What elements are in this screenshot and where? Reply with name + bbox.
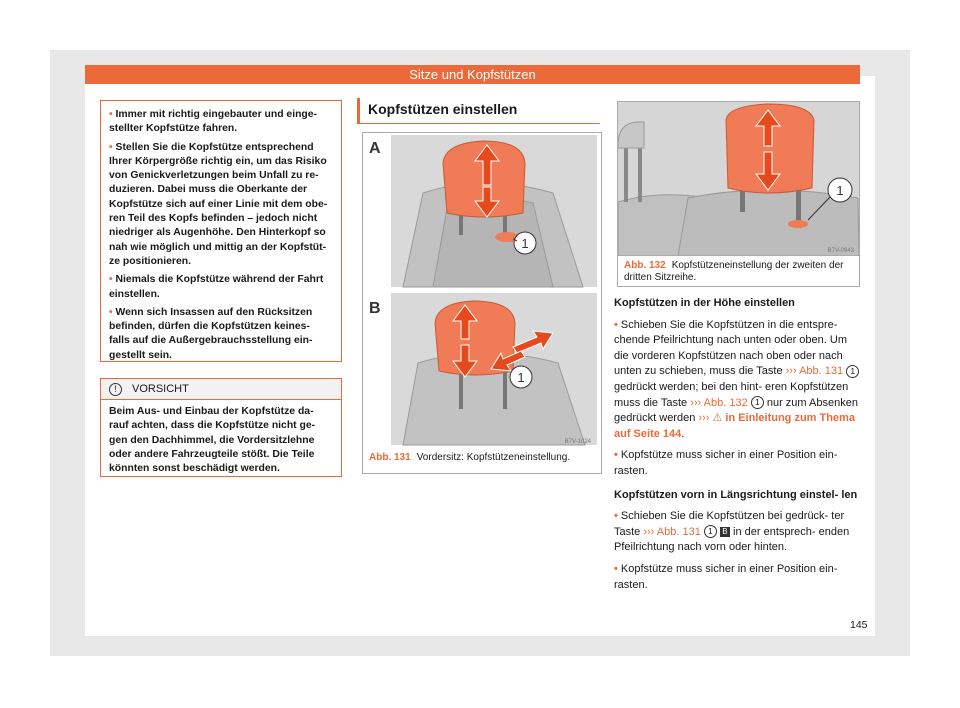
chapter-link[interactable]: in Einleitung zum Thema auf Seite 144 xyxy=(614,412,855,440)
callout-number: 1 xyxy=(751,396,764,409)
warning-item: • Stellen Sie die Kopfstütze entsprechend Ihrer Körpergröße richtig ein, um das Risiko von Genickverletzungen beim Unfall zu re- duzieren. Dabei muss die Oberkante der Kopfstütze sich auf einer Linie mit dem obe- ren Teil des Kopfs befinden – jedoch nicht niedriger als Augenhöhe. Den Hinterkopf so nah wie möglich und mittig an der Kopfstüt- ze positionieren. xyxy=(109,141,328,267)
warning-link[interactable]: ››› ⚠ xyxy=(698,412,723,425)
caption-label: Abb. 131 xyxy=(369,452,411,463)
panel-label-a: A xyxy=(369,140,381,157)
info-icon: ! xyxy=(109,383,122,396)
callout-number: 1 xyxy=(846,365,859,378)
headrest-front-illustration xyxy=(363,133,601,448)
figure-131 xyxy=(362,132,602,474)
caption-text: Kopfstützeneinstellung der zweiten der dritten Sitzreihe. xyxy=(624,260,844,283)
figure-131-caption xyxy=(363,448,601,468)
figure-code-rear: B7V-0943 xyxy=(827,248,854,254)
page-number: 145 xyxy=(850,619,868,631)
figure-132 xyxy=(617,101,860,287)
callout-1-rear: 1 xyxy=(836,183,844,198)
panel-marker: B xyxy=(720,527,730,537)
panel-label-b: B xyxy=(369,300,381,317)
figure-link[interactable]: ››› Abb. 132 xyxy=(690,396,748,409)
page-header: Sitze und Kopfstützen xyxy=(85,65,860,84)
warning-item: • Immer mit richtig eingebauter und einge- stellter Kopfstütze fahren. xyxy=(109,109,318,135)
caution-title: VORSICHT xyxy=(132,383,189,395)
caption-text: Vordersitz: Kopfstützeneinstellung. xyxy=(416,452,571,463)
caption-label: Abb. 132 xyxy=(624,260,666,271)
caution-header xyxy=(101,379,341,400)
right-column-text xyxy=(614,296,862,599)
caution-text: Beim Aus- und Einbau der Kopfstütze da- rauf achten, dass die Kopfstütze nicht ge- gen den Dachhimmel, die Vordersitzlehne oder andere Fahrzeugteile stößt. Die Teile könnten sonst beschädigt werden. xyxy=(109,406,316,475)
callout-1: 1 xyxy=(521,236,529,251)
warning-triangle-icon: ⚠ xyxy=(712,412,723,425)
figure-132-caption xyxy=(618,256,859,288)
warning-item: • Wenn sich Insassen auf den Rücksitzen befinden, dürfen die Kopfstützen keines- falls auf die Außergebrauchsstellung ein- gestellt sein. xyxy=(109,306,313,361)
paragraph: • Kopfstütze muss sicher in einer Position ein- rasten. xyxy=(614,562,838,591)
paragraph: • Kopfstütze muss sicher in einer Position ein- rasten. xyxy=(614,449,838,477)
callout-1-b: 1 xyxy=(517,370,525,385)
section-title: Kopfstützen einstellen xyxy=(357,98,600,124)
warning-box xyxy=(100,100,342,362)
subheading-height: Kopfstützen in der Höhe einstellen xyxy=(614,297,795,309)
figure-link[interactable]: ››› Abb. 131 xyxy=(785,365,844,378)
callout-number: 1 xyxy=(704,525,717,538)
headrest-rear-illustration xyxy=(618,102,859,256)
caution-box xyxy=(100,378,342,477)
figure-link[interactable]: ››› Abb. 131 xyxy=(643,525,701,538)
paragraph: • Schieben Sie die Kopfstützen bei gedrück- ter Taste ››› Abb. 131 1 B in der entsprech- enden Pfeilrichtung nach vorn oder hinten. xyxy=(614,510,850,554)
subheading-longitudinal: Kopfstützen vorn in Längsrichtung einstel- len xyxy=(614,488,858,501)
figure-code: B7V-1024 xyxy=(564,439,591,445)
paragraph: • Schieben Sie die Kopfstützen in die entspre- chende Pfeilrichtung nach unten oder oben. Um die vorderen Kopfstützen nach oben oder nach unten zu schieben, muss die Taste ››› Abb. 131 1 gedrückt werden; bei den hint- eren Kopfstützen muss die Taste ››› Abb. 132 1 nur zum Absenken gedrückt werden ››› ⚠ in Einleitung zum Thema auf Seite 144. xyxy=(614,318,858,440)
warning-item: • Niemals die Kopfstütze während der Fahrt einstellen. xyxy=(109,274,324,300)
